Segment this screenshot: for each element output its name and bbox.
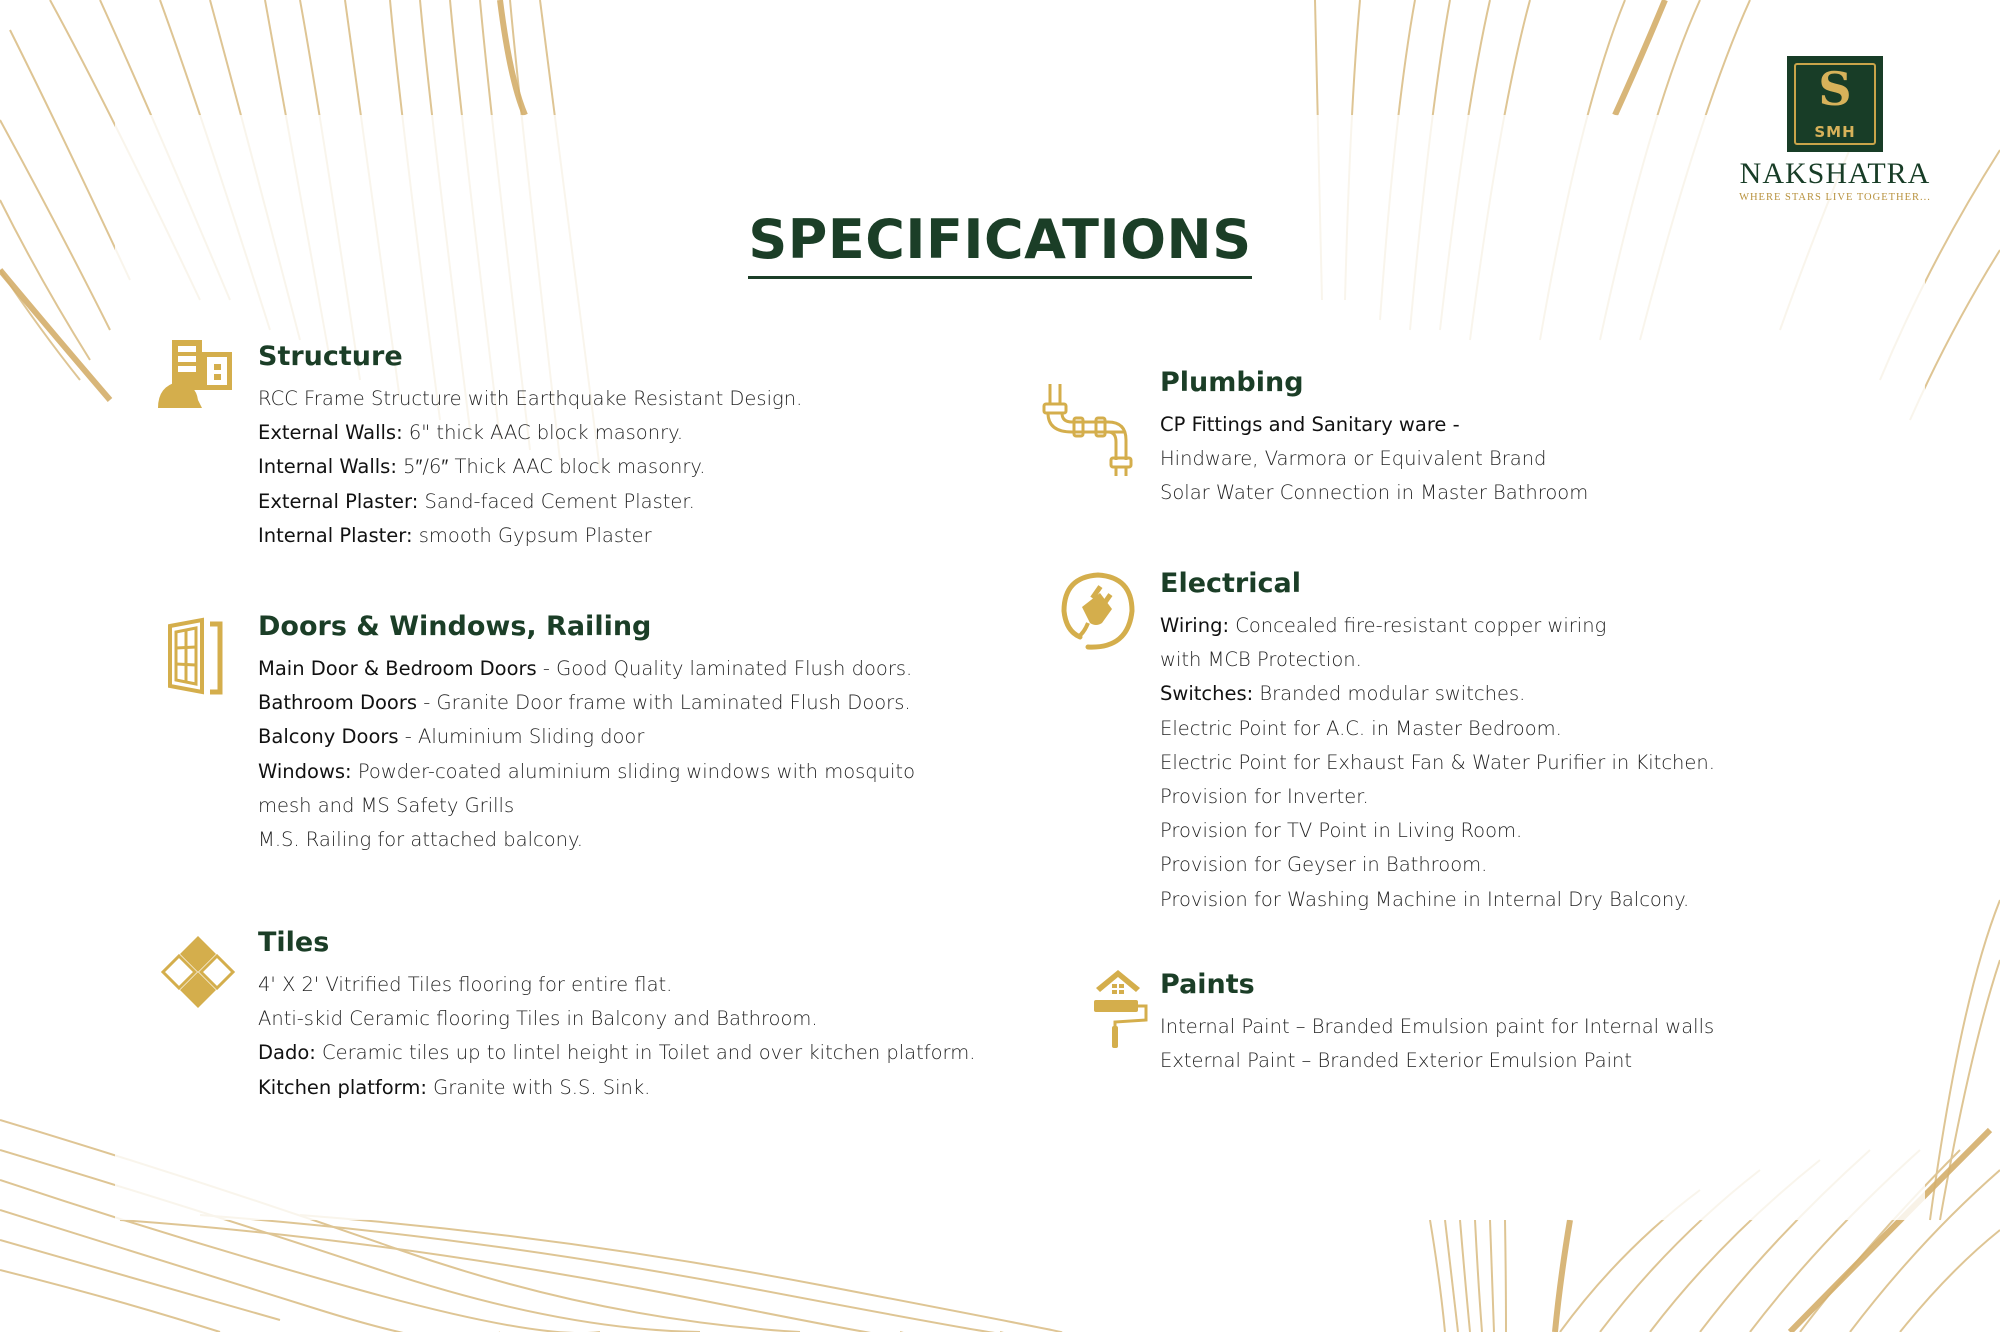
section-title-electrical: Electrical: [1160, 568, 1301, 599]
page-title: SPECIFICATIONS: [748, 208, 1251, 279]
list-item: External Paint – Branded Exterior Emulsion Paint: [1160, 1049, 1633, 1073]
electrical-list: [1160, 609, 1715, 917]
list-item: Provision for TV Point in Living Room.: [1160, 819, 1523, 843]
list-item: Hindware, Varmora or Equivalent Brand: [1160, 447, 1547, 471]
tiles-icon: [158, 932, 238, 1012]
list-item: CP Fittings and Sanitary ware -: [1160, 413, 1460, 436]
section-title-doors-windows: Doors & Windows, Railing: [258, 611, 652, 642]
section-title-structure: Structure: [258, 341, 403, 372]
tiles-list: [258, 968, 975, 1105]
list-item: Kitchen platform: Granite with S.S. Sink.: [258, 1075, 651, 1099]
list-item: Bathroom Doors - Granite Door frame with Laminated Flush Doors.: [258, 691, 911, 715]
logo-s-letter: S: [1818, 62, 1852, 116]
list-item: Switches: Branded modular switches.: [1160, 682, 1526, 706]
house-paint-roller-icon: [1092, 968, 1152, 1050]
list-item: 4' X 2' Vitrified Tiles flooring for entire flat.: [258, 973, 673, 996]
doors-windows-list: [258, 652, 915, 857]
list-item: Provision for Washing Machine in Internal Dry Balcony.: [1160, 887, 1690, 911]
logo-smh-text: SMH: [1814, 123, 1856, 141]
list-item: External Plaster: Sand-faced Cement Plaster.: [258, 489, 695, 513]
brand-tagline: WHERE STARS LIVE TOGETHER...: [1739, 192, 1931, 203]
list-item: Wiring: Concealed fire-resistant copper wiring: [1160, 614, 1607, 637]
list-item: Internal Paint – Branded Emulsion paint for Internal walls: [1160, 1015, 1715, 1038]
section-title-paints: Paints: [1160, 969, 1255, 1000]
list-item: mesh and MS Safety Grills: [258, 793, 515, 817]
section-electrical: [1160, 567, 1715, 917]
list-item: Dado: Ceramic tiles up to lintel height in Toilet and over kitchen platform.: [258, 1041, 976, 1065]
section-plumbing: [1160, 366, 1588, 511]
list-item: RCC Frame Structure with Earthquake Resistant Design.: [258, 387, 803, 410]
section-structure: [258, 340, 802, 553]
plumbing-list: [1160, 408, 1588, 511]
window-icon: [166, 616, 226, 696]
brand-name: NAKSHATRA: [1739, 157, 1931, 190]
list-item: M.S. Railing for attached balcony.: [258, 828, 583, 852]
building-hardhat-icon: [152, 340, 238, 410]
page-title-wrap: [0, 208, 2000, 279]
section-tiles: [258, 926, 975, 1105]
list-item: with MCB Protection.: [1160, 648, 1362, 672]
structure-list: [258, 382, 802, 553]
list-item: External Walls: 6" thick AAC block masonry.: [258, 421, 684, 445]
logo-badge: [1787, 56, 1883, 152]
list-item: Provision for Inverter.: [1160, 785, 1369, 809]
brand-logo: [1730, 56, 1940, 203]
list-item: Electric Point for A.C. in Master Bedroom.: [1160, 716, 1562, 740]
list-item: Balcony Doors - Aluminium Sliding door: [258, 725, 645, 749]
list-item: Anti-skid Ceramic flooring Tiles in Balcony and Bathroom.: [258, 1007, 818, 1031]
list-item: Electric Point for Exhaust Fan & Water Purifier in Kitchen.: [1160, 750, 1715, 774]
list-item: Solar Water Connection in Master Bathroom: [1160, 481, 1589, 505]
section-title-plumbing: Plumbing: [1160, 367, 1304, 398]
list-item: Internal Walls: 5″/6″ Thick AAC block masonry.: [258, 455, 706, 479]
list-item: Internal Plaster: smooth Gypsum Plaster: [258, 523, 652, 547]
section-doors-windows: [258, 610, 915, 857]
section-paints: [1160, 968, 1714, 1078]
list-item: Provision for Geyser in Bathroom.: [1160, 853, 1488, 877]
list-item: Main Door & Bedroom Doors - Good Quality laminated Flush doors.: [258, 657, 913, 680]
list-item: Windows: Powder-coated aluminium sliding windows with mosquito: [258, 759, 916, 783]
pipe-icon: [1038, 380, 1134, 476]
section-title-tiles: Tiles: [258, 927, 330, 958]
plug-icon: [1058, 571, 1138, 651]
paints-list: [1160, 1010, 1714, 1078]
